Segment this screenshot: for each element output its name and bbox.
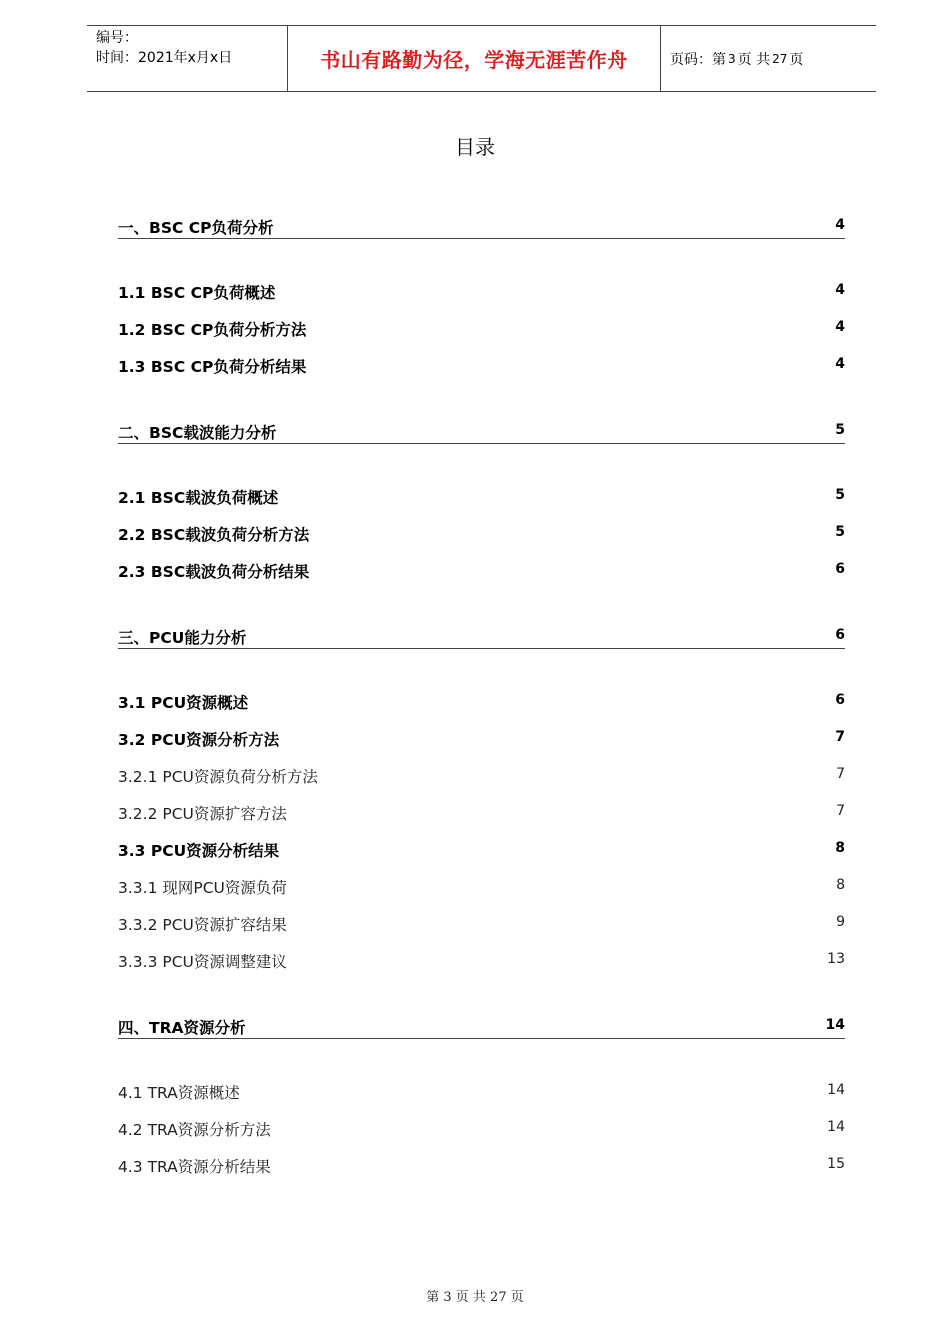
toc-entry-3-2[interactable] <box>118 728 845 750</box>
toc-entry-label: 四、TRA资源分析 <box>118 1019 246 1037</box>
toc-entry-page: 6 <box>835 561 845 577</box>
toc-entry-page: 7 <box>835 729 845 745</box>
toc-entry-4-1[interactable] <box>118 1081 845 1103</box>
toc-entry-page: 14 <box>827 1119 845 1135</box>
page-footer: 第 3 页 共 27 页 <box>426 1290 524 1305</box>
toc-entry-label: 1.1 BSC CP负荷概述 <box>118 284 276 302</box>
toc-entry-2-3[interactable] <box>118 560 845 582</box>
toc-entry-label: 3.3 PCU资源分析结果 <box>118 842 280 860</box>
toc-entry-3-1[interactable] <box>118 691 845 713</box>
toc-entry-2-1[interactable] <box>118 486 845 508</box>
toc-entry-3-3-2[interactable] <box>118 913 845 935</box>
header-page-mid: 页 共 <box>737 51 771 68</box>
toc-entry-chapter-4[interactable] <box>118 1016 845 1039</box>
toc-entry-label: 3.3.3 PCU资源调整建议 <box>118 953 287 971</box>
header-page-cell <box>661 26 876 91</box>
toc-entry-label: 2.2 BSC载波负荷分析方法 <box>118 526 310 544</box>
toc-entry-label: 4.2 TRA资源分析方法 <box>118 1121 271 1139</box>
header-page-current: 3 <box>728 51 736 66</box>
toc-entry-label: 3.3.2 PCU资源扩容结果 <box>118 916 287 934</box>
toc-entry-label: 一、BSC CP负荷分析 <box>118 219 274 237</box>
toc-entry-page: 14 <box>825 1017 845 1033</box>
toc-entry-label: 3.2 PCU资源分析方法 <box>118 731 280 749</box>
toc-entry-page: 8 <box>836 877 845 893</box>
toc-entry-3-3-1[interactable] <box>118 876 845 898</box>
toc-entry-page: 7 <box>836 766 845 782</box>
toc-entry-page: 4 <box>835 217 845 233</box>
toc-entry-3-3-3[interactable] <box>118 950 845 972</box>
toc-entry-label: 3.1 PCU资源概述 <box>118 694 249 712</box>
toc-entry-page: 4 <box>835 319 845 335</box>
toc-entry-page: 13 <box>827 951 845 967</box>
toc-entry-chapter-2[interactable] <box>118 421 845 444</box>
toc-entry-4-2[interactable] <box>118 1118 845 1140</box>
toc-entry-page: 7 <box>836 803 845 819</box>
toc-title: 目录 <box>455 135 495 159</box>
toc-entry-label: 1.3 BSC CP负荷分析结果 <box>118 358 307 376</box>
header-time-label: 时间：2021年x月x日 <box>96 50 233 66</box>
toc-entry-3-3[interactable] <box>118 839 845 861</box>
toc-entry-label: 三、PCU能力分析 <box>118 629 247 647</box>
toc-entry-1-2[interactable] <box>118 318 845 340</box>
toc-entry-2-2[interactable] <box>118 523 845 545</box>
toc-entry-1-1[interactable] <box>118 281 845 303</box>
toc-entry-1-3[interactable] <box>118 355 845 377</box>
header-number-label: 编号： <box>96 30 138 46</box>
toc-entry-page: 5 <box>835 422 845 438</box>
page-header <box>87 25 876 92</box>
toc-entry-label: 2.3 BSC载波负荷分析结果 <box>118 563 310 581</box>
toc-entry-label: 3.3.1 现网PCU资源负荷 <box>118 879 287 897</box>
toc-entry-page: 9 <box>836 914 845 930</box>
toc-entry-label: 4.3 TRA资源分析结果 <box>118 1158 271 1176</box>
toc-entry-chapter-3[interactable] <box>118 626 845 649</box>
header-page-prefix: 页码：第 <box>670 51 726 68</box>
toc-entry-page: 14 <box>827 1082 845 1098</box>
toc-entry-page: 6 <box>835 692 845 708</box>
header-info-cell <box>87 26 288 91</box>
toc-entry-page: 15 <box>827 1156 845 1172</box>
toc-entry-label: 二、BSC载波能力分析 <box>118 424 277 442</box>
toc-entry-page: 6 <box>835 627 845 643</box>
toc-entry-page: 5 <box>835 487 845 503</box>
header-motto: 书山有路勤为径，学海无涯苦作舟 <box>320 48 628 72</box>
toc-entry-chapter-1[interactable] <box>118 216 845 239</box>
toc-entry-page: 4 <box>835 356 845 372</box>
toc-entry-label: 3.2.2 PCU资源扩容方法 <box>118 805 287 823</box>
header-page-total: 27 <box>772 51 788 66</box>
header-motto-cell <box>288 26 661 91</box>
toc-entry-3-2-1[interactable] <box>118 765 845 787</box>
toc-entry-page: 5 <box>835 524 845 540</box>
toc-entry-3-2-2[interactable] <box>118 802 845 824</box>
toc-entry-page: 4 <box>835 282 845 298</box>
toc-entry-label: 4.1 TRA资源概述 <box>118 1084 240 1102</box>
toc-entry-label: 2.1 BSC载波负荷概述 <box>118 489 279 507</box>
toc-entry-label: 1.2 BSC CP负荷分析方法 <box>118 321 307 339</box>
toc-entry-4-3[interactable] <box>118 1155 845 1177</box>
toc-entry-label: 3.2.1 PCU资源负荷分析方法 <box>118 768 318 786</box>
header-page-suffix: 页 <box>789 51 804 68</box>
toc-entry-page: 8 <box>835 840 845 856</box>
